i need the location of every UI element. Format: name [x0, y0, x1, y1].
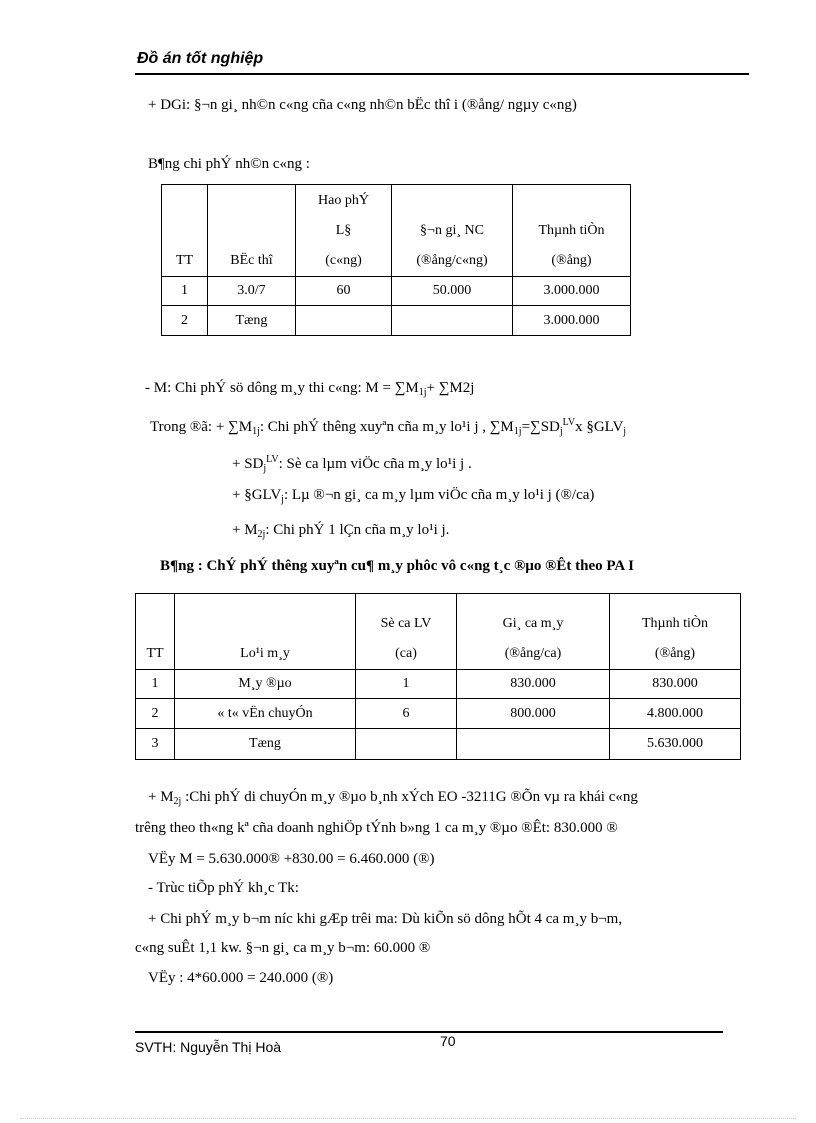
cell: 5.630.000 [610, 729, 741, 760]
table-row [162, 306, 631, 336]
table1-caption: B¶ng chi phÝ nh©n c«ng : [148, 156, 310, 172]
table-row [162, 277, 631, 306]
cell: 2 [136, 699, 175, 729]
machine-cost-table [135, 593, 741, 760]
cell: 1 [136, 670, 175, 699]
cell: 800.000 [457, 699, 610, 729]
m2-line: + $M_{2j}$: Chi phÝ 1 lÇn cña m¸y lo¹i j. [232, 522, 450, 540]
cell: 4.800.000 [610, 699, 741, 729]
t2-header-thanh-tien: Thµnh tiÒn (®ång) [610, 594, 741, 670]
labor-cost-table [161, 184, 631, 336]
cell: 830.000 [610, 670, 741, 699]
table-row [136, 729, 741, 760]
cell: Tæng [208, 306, 296, 336]
cell [296, 306, 392, 336]
cell: 3.000.000 [513, 306, 631, 336]
glv-line: + $\S GLV_j$: Lµ ®¬n gi¸ ca m¸y lµm viÖc cña m¸y lo¹i j (®/ca) [232, 487, 595, 505]
sd-line: + $SD_j^{LV}$: Sè ca lµm viÖc cña m¸y lo¹i j . [232, 454, 472, 474]
t2-header-gia-ca: Gi¸ ca m¸y (®ång/ca) [457, 594, 610, 670]
cell [392, 306, 513, 336]
cell: Tæng [175, 729, 356, 760]
truong-line: trêng theo th«ng kª cña doanh nghiÖp tÝnh b»ng 1 ca m¸y ®µo ®Êt: 830.000 ® [135, 820, 618, 836]
cell: 1 [162, 277, 208, 306]
cell: 50.000 [392, 277, 513, 306]
m2j-line: + $M_{2j}$ :Chi phÝ di chuyÓn m¸y ®µo b¸nh xÝch EO -3211G ®Õn vµ ra khái c«ng [148, 789, 638, 807]
cell: 3.0/7 [208, 277, 296, 306]
t1-header-tt: TT [162, 185, 208, 277]
table-row [136, 670, 741, 699]
cell: 830.000 [457, 670, 610, 699]
page-number: 70 [440, 1033, 456, 1049]
cell: 3.000.000 [513, 277, 631, 306]
vay-m-line: VËy M = 5.630.000® +830.00 = 6.460.000 (®) [148, 851, 435, 867]
cell: « t« vËn chuyÓn [175, 699, 356, 729]
cell: M¸y ®µo [175, 670, 356, 699]
cell: 6 [356, 699, 457, 729]
truc-tiep-line: - Trùc tiÕp phÝ kh¸c Tk: [148, 880, 299, 896]
t1-header-bac-tho: BËc thî [208, 185, 296, 277]
dgi-line: + DGi: §¬n gi¸ nh©n c«ng cña c«ng nh©n bËc thî i (®ång/ ngµy c«ng) [148, 97, 577, 113]
cell [356, 729, 457, 760]
page-edge-dots [20, 1118, 796, 1119]
cell: 60 [296, 277, 392, 306]
t1-header-hao-phi: Hao phÝ L§ (c«ng) [296, 185, 392, 277]
cell: 1 [356, 670, 457, 699]
cell: 2 [162, 306, 208, 336]
t1-header-thanh-tien: Thµnh tiÒn (®ång) [513, 185, 631, 277]
t2-header-loai-may: Lo¹i m¸y [175, 594, 356, 670]
page-header-title: Đồ án tốt nghiệp [137, 50, 264, 67]
trong-do-line: Trong ®ã: + $\sum M_{1j}$: Chi phÝ thêng xuyªn cña m¸y lo¹i j , $\sum M_{1j}=\sum SD_j^{LV}x$ $\S GLV_j$ [150, 417, 627, 437]
footer-rule [135, 1031, 723, 1033]
pump-line-2: c«ng suÊt 1,1 kw. §¬n gi¸ ca m¸y b¬m: 60.000 ® [135, 940, 431, 956]
t1-header-don-gia: §¬n gi¸ NC (®ång/c«ng) [392, 185, 513, 277]
vay-pump-line: VËy : 4*60.000 = 240.000 (®) [148, 970, 334, 986]
t2-header-so-ca: Sè ca LV (ca) [356, 594, 457, 670]
footer-author: SVTH: Nguyễn Thị Hoà [135, 1039, 282, 1055]
header-rule [135, 73, 749, 75]
m-definition: - M: Chi phÝ sö dông m¸y thi c«ng: $M = \sum M_{1j}+ \sum M2j$ [145, 380, 475, 398]
cell: 3 [136, 729, 175, 760]
table-row [136, 699, 741, 729]
table2-caption: B¶ng : ChÝ phÝ thêng xuyªn cu¶ m¸y phôc vô c«ng t¸c ®µo ®Êt theo PA I [160, 558, 635, 574]
cell [457, 729, 610, 760]
t2-header-tt: TT [136, 594, 175, 670]
pump-line-1: + Chi phÝ m¸y b¬m níc khi gÆp trêi ma: Dù kiÕn sö dông hÕt 4 ca m¸y b¬m, [148, 911, 623, 927]
